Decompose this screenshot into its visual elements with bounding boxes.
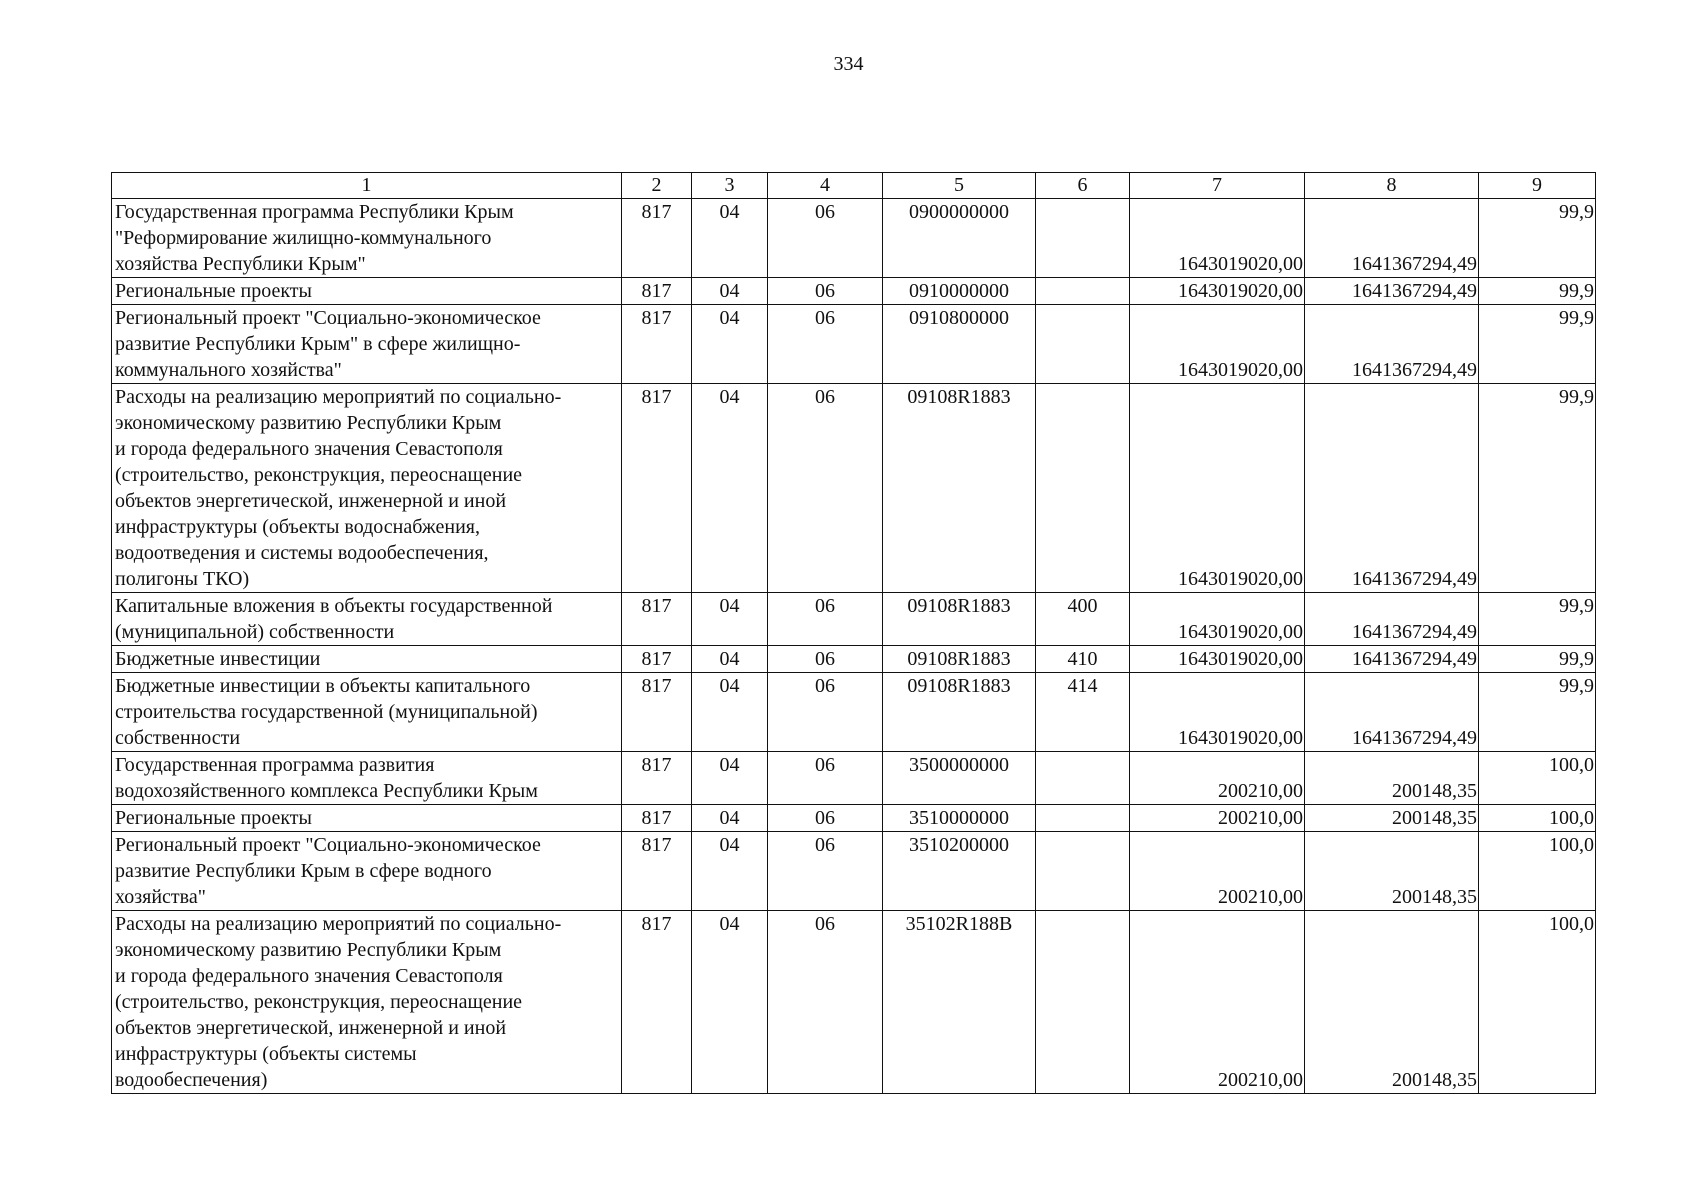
- row-amount-8-cell: 1641367294,49: [1305, 593, 1479, 646]
- row-percent-cell: 99,9: [1479, 384, 1596, 593]
- row-name-cell: Расходы на реализацию мероприятий по социально- экономическому развитию Республики Крым и города федерального значения Севастополя (строительство, реконструкция, переоснащение объектов энергетической, инженерной и иной инфраструктуры (объекты системы водообеспечения): [112, 911, 622, 1094]
- row-amount-8-cell: 1641367294,49: [1305, 646, 1479, 673]
- page-number: 334: [833, 53, 864, 75]
- row-name-cell: Расходы на реализацию мероприятий по социально- экономическому развитию Республики Крым и города федерального значения Севастополя (строительство, реконструкция, переоснащение объектов энергетической, инженерной и иной инфраструктуры (объекты водоснабжения, водоотведения и системы водообеспечения, полигоны ТКО): [112, 384, 622, 593]
- header-col-8: 8: [1305, 173, 1479, 199]
- row-name-cell: Региональные проекты: [112, 805, 622, 832]
- row-code-2-cell: 817: [622, 911, 692, 1094]
- row-code-5-cell: 0910000000: [883, 278, 1036, 305]
- row-name-cell: Государственная программа Республики Крым "Реформирование жилищно-коммунального хозяйства Республики Крым": [112, 199, 622, 278]
- row-code-2-cell: 817: [622, 673, 692, 752]
- row-code-5-cell: 3510200000: [883, 832, 1036, 911]
- row-code-4-cell: 06: [768, 384, 883, 593]
- budget-table: [111, 172, 1596, 1094]
- row-code-2-cell: 817: [622, 646, 692, 673]
- table-body: [112, 199, 1596, 1094]
- row-amount-7-cell: 1643019020,00: [1130, 384, 1305, 593]
- row-code-4-cell: 06: [768, 752, 883, 805]
- row-code-6-cell: [1036, 752, 1130, 805]
- row-code-6-cell: 414: [1036, 673, 1130, 752]
- row-name-cell: Бюджетные инвестиции в объекты капитального строительства государственной (муниципальной) собственности: [112, 673, 622, 752]
- row-code-3-cell: 04: [692, 384, 768, 593]
- row-amount-8-cell: 1641367294,49: [1305, 305, 1479, 384]
- row-amount-7-cell: 1643019020,00: [1130, 673, 1305, 752]
- header-col-3: 3: [692, 173, 768, 199]
- row-percent-cell: 99,9: [1479, 278, 1596, 305]
- row-amount-8-cell: 1641367294,49: [1305, 673, 1479, 752]
- row-amount-8-cell: 200148,35: [1305, 911, 1479, 1094]
- row-code-6-cell: 410: [1036, 646, 1130, 673]
- row-code-4-cell: 06: [768, 278, 883, 305]
- table-row: [112, 911, 1596, 1094]
- row-name-cell: Бюджетные инвестиции: [112, 646, 622, 673]
- row-amount-8-cell: 1641367294,49: [1305, 384, 1479, 593]
- row-amount-7-cell: 200210,00: [1130, 911, 1305, 1094]
- row-code-4-cell: 06: [768, 673, 883, 752]
- row-code-6-cell: [1036, 805, 1130, 832]
- row-amount-7-cell: 1643019020,00: [1130, 278, 1305, 305]
- row-code-6-cell: [1036, 305, 1130, 384]
- row-code-3-cell: 04: [692, 805, 768, 832]
- row-amount-8-cell: 200148,35: [1305, 832, 1479, 911]
- row-code-2-cell: 817: [622, 805, 692, 832]
- table-row: [112, 305, 1596, 384]
- row-amount-7-cell: 1643019020,00: [1130, 305, 1305, 384]
- row-code-2-cell: 817: [622, 593, 692, 646]
- row-code-2-cell: 817: [622, 752, 692, 805]
- row-code-5-cell: 3500000000: [883, 752, 1036, 805]
- header-col-2: 2: [622, 173, 692, 199]
- row-amount-8-cell: 1641367294,49: [1305, 278, 1479, 305]
- row-percent-cell: 100,0: [1479, 832, 1596, 911]
- row-code-5-cell: 09108R1883: [883, 593, 1036, 646]
- row-code-4-cell: 06: [768, 805, 883, 832]
- row-name-cell: Государственная программа развития водохозяйственного комплекса Республики Крым: [112, 752, 622, 805]
- row-percent-cell: 99,9: [1479, 305, 1596, 384]
- row-code-4-cell: 06: [768, 911, 883, 1094]
- row-name-cell: Региональные проекты: [112, 278, 622, 305]
- row-code-4-cell: 06: [768, 593, 883, 646]
- row-amount-7-cell: 200210,00: [1130, 832, 1305, 911]
- table-header: [112, 173, 1596, 199]
- row-code-2-cell: 817: [622, 384, 692, 593]
- row-percent-cell: 100,0: [1479, 752, 1596, 805]
- header-col-7: 7: [1130, 173, 1305, 199]
- row-amount-7-cell: 1643019020,00: [1130, 593, 1305, 646]
- row-code-2-cell: 817: [622, 199, 692, 278]
- row-amount-7-cell: 200210,00: [1130, 752, 1305, 805]
- row-code-3-cell: 04: [692, 593, 768, 646]
- row-code-5-cell: 09108R1883: [883, 646, 1036, 673]
- row-code-2-cell: 817: [622, 305, 692, 384]
- table-row: [112, 593, 1596, 646]
- row-amount-8-cell: 200148,35: [1305, 752, 1479, 805]
- header-col-6: 6: [1036, 173, 1130, 199]
- row-code-6-cell: [1036, 384, 1130, 593]
- row-code-6-cell: 400: [1036, 593, 1130, 646]
- row-amount-8-cell: 1641367294,49: [1305, 199, 1479, 278]
- table-row: [112, 384, 1596, 593]
- table-row: [112, 805, 1596, 832]
- row-code-3-cell: 04: [692, 752, 768, 805]
- row-amount-7-cell: 1643019020,00: [1130, 646, 1305, 673]
- row-code-4-cell: 06: [768, 646, 883, 673]
- row-code-3-cell: 04: [692, 832, 768, 911]
- row-code-5-cell: 0900000000: [883, 199, 1036, 278]
- row-code-5-cell: 35102R188B: [883, 911, 1036, 1094]
- row-code-4-cell: 06: [768, 305, 883, 384]
- row-code-6-cell: [1036, 199, 1130, 278]
- row-code-5-cell: 3510000000: [883, 805, 1036, 832]
- header-col-4: 4: [768, 173, 883, 199]
- row-code-6-cell: [1036, 911, 1130, 1094]
- row-code-3-cell: 04: [692, 199, 768, 278]
- row-amount-7-cell: 200210,00: [1130, 805, 1305, 832]
- row-percent-cell: 100,0: [1479, 805, 1596, 832]
- row-amount-8-cell: 200148,35: [1305, 805, 1479, 832]
- table-row: [112, 278, 1596, 305]
- row-percent-cell: 100,0: [1479, 911, 1596, 1094]
- row-percent-cell: 99,9: [1479, 199, 1596, 278]
- header-col-5: 5: [883, 173, 1036, 199]
- table-row: [112, 673, 1596, 752]
- row-percent-cell: 99,9: [1479, 673, 1596, 752]
- row-code-4-cell: 06: [768, 832, 883, 911]
- row-code-2-cell: 817: [622, 832, 692, 911]
- row-percent-cell: 99,9: [1479, 646, 1596, 673]
- row-code-5-cell: 09108R1883: [883, 384, 1036, 593]
- table-row: [112, 199, 1596, 278]
- row-name-cell: Региональный проект "Социально-экономическое развитие Республики Крым в сфере водного хозяйства": [112, 832, 622, 911]
- row-code-6-cell: [1036, 278, 1130, 305]
- header-col-1: 1: [112, 173, 622, 199]
- row-code-2-cell: 817: [622, 278, 692, 305]
- row-code-3-cell: 04: [692, 278, 768, 305]
- header-col-9: 9: [1479, 173, 1596, 199]
- row-code-4-cell: 06: [768, 199, 883, 278]
- row-percent-cell: 99,9: [1479, 593, 1596, 646]
- row-code-3-cell: 04: [692, 673, 768, 752]
- row-code-6-cell: [1036, 832, 1130, 911]
- row-code-3-cell: 04: [692, 646, 768, 673]
- table-row: [112, 646, 1596, 673]
- row-code-5-cell: 0910800000: [883, 305, 1036, 384]
- row-code-3-cell: 04: [692, 911, 768, 1094]
- row-amount-7-cell: 1643019020,00: [1130, 199, 1305, 278]
- row-name-cell: Региональный проект "Социально-экономическое развитие Республики Крым" в сфере жилищно- коммунального хозяйства": [112, 305, 622, 384]
- table-row: [112, 752, 1596, 805]
- row-code-5-cell: 09108R1883: [883, 673, 1036, 752]
- table-row: [112, 832, 1596, 911]
- row-code-3-cell: 04: [692, 305, 768, 384]
- row-name-cell: Капитальные вложения в объекты государственной (муниципальной) собственности: [112, 593, 622, 646]
- header-row: [112, 173, 1596, 199]
